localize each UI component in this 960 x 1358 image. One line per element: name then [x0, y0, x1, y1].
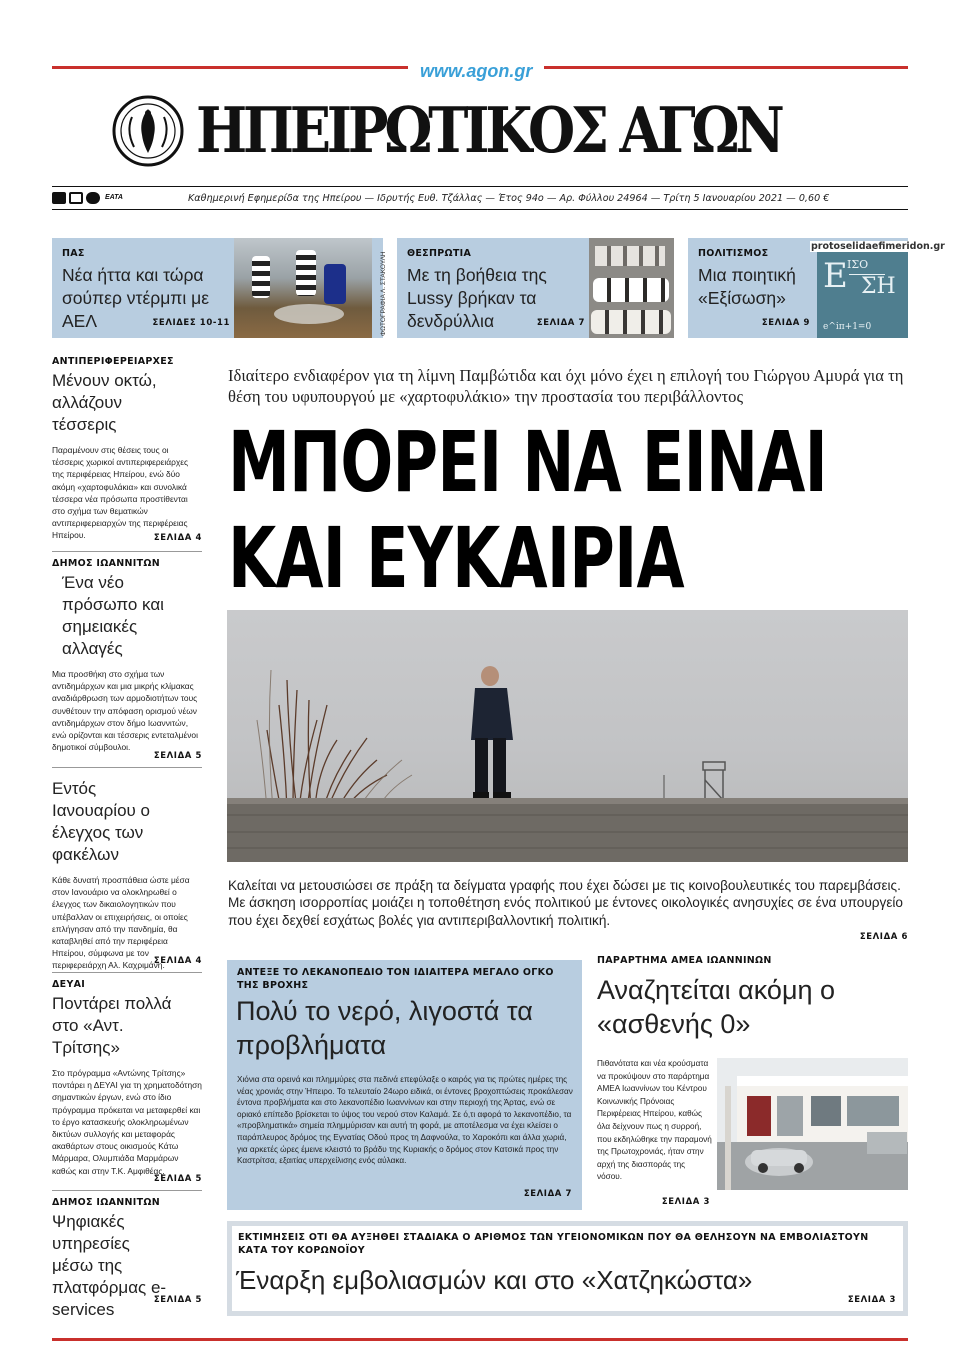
main-page[interactable]: ΣΕΛΙΔΑ 6 [859, 932, 908, 942]
sidebar-page[interactable]: ΣΕΛΙΔΑ 5 [153, 1174, 202, 1184]
sidebar [52, 356, 202, 1319]
sidebar-item[interactable] [52, 356, 202, 552]
sidebar-body: Μια προσθήκη στο σχήμα των αντιδημάρχων και μια μικρής κλίμακας αναδιάρθρωση των αρμοδιοτήτων τους συνθέτουν την απόφαση ορισμού νέων αντιδημάρχων στον δήμο Ιωαννιτών, ενώ ορίζονται και τέσσερις εντεταλμένοι δημοτικοί σύμβουλοι. [52, 669, 198, 753]
masthead-rule-bottom [52, 209, 908, 210]
teaser-page[interactable]: ΣΕΛΙΔΕΣ 10-11 [152, 318, 230, 328]
sidebar-item[interactable] [52, 1191, 202, 1319]
sidebar-headline[interactable]: Μένουν οκτώ, αλλάζουν τέσσερις [52, 371, 157, 434]
main-headline[interactable] [228, 414, 918, 606]
sidebar-item[interactable] [52, 768, 202, 973]
sidebar-body: Στο πρόγραμμα «Αντώνης Τρίτσης» ποντάρει η ΔΕΥΑΙ για τη χρηματοδότηση σημαντικών έργων, ενώ στο ίδιο πρόγραμμα πρόκειται να μεταφερθεί και το έργο κατασκευής ολοκληρωμένων δικτύων συλλογής και μεταφοράς ακαθάρτων στους οικισμούς Κάτω Μάρμαρα, Ολυμπιάδα Μαρμάρων καθώς και στην Τ.Κ. Αμφιθέας. [52, 1068, 202, 1176]
amea-body: Πιθανότατα και νέα κρούσματα να προκύψουν στο παράρτημα ΑΜΕΑ Ιωαννίνων του Κέντρου Κοινωνικής Πρόνοιας Περιφέρειας Ηπείρου, καθώς όλα δείχνουν πως η συρροή, που εκδηλώθηκε την παραμονή της Πρωτοχρονιάς, ήταν στην αρχή της διασποράς της νόσου. [597, 1059, 712, 1182]
badge-icon [86, 192, 100, 204]
water-kicker: ΑΝΤΕΞΕ ΤΟ ΛΕΚΑΝΟΠΕΔΙΟ ΤΟΝ ΙΔΙΑΙΤΕΡΑ ΜΕΓΑΛΟ ΟΓΚΟ ΤΗΣ ΒΡΟΧΗΣ [237, 967, 554, 991]
water-body: Χιόνια στα ορεινά και πλημμύρες στα πεδινά επεφύλαξε ο καιρός για τις πρώτες ημέρες της νέας χρονιάς στην Ήπειρο. Το τελευταίο 24ωρο ειδικά, οι έντονες βροχοπτώσεις προκάλεσαν έντονα προβλήματα και στο λεκανοπέδιο Ιωαννίνων και στην περιοχή της Άρτας, ενώ σε οριακό επίπεδο βρίσκεται το ύψος του νερού στον Καλαμά. Σε ό,τι αφορά το λεκανοπέδιο, τα «προβληματικά» σημεία πλημμύρισαν και αυτή τη φορά, με αποτέλεσμα να έχει κλείσει ο παράπλευρος δρόμος της Εγνατίας Οδού προς τη Δαφνούλα, το Χαροκόπι και άλλα χωριά, για αρκετές ώρες έμεινε κλειστό το βράδυ της Κυριακής ο δρόμος στον Κατσικά προς την Καστρίτσα, εξαιτίας υπερχείλισης ενός αύλακα. [237, 1075, 573, 1166]
masthead-info: Καθημερινή Εφημερίδα της Ηπείρου — Ιδρυτής Ευθ. Τζάλλας — Έτος 94ο — Αρ. Φύλλου 24964 — Τρίτη 5 Ιανουαρίου 2021 — 0,60 € [188, 193, 830, 204]
newspaper-logo [112, 95, 184, 167]
main-headline-line: ΜΠΟΡΕΙ ΝΑ ΕΙΝΑΙ [228, 413, 828, 511]
vaccine-kicker: ΕΚΤΙΜΗΣΕΙΣ ΟΤΙ ΘΑ ΑΥΞΗΘΕΙ ΣΤΑΔΙΑΚΑ Ο ΑΡΙΘΜΟΣ ΤΩΝ ΥΓΕΙΟΝΟΜΙΚΩΝ ΠΟΥ ΘΑ ΘΕΛΗΣΟΥΝ ΝΑ ΕΜΒΟΛΙΑΣΤΟΥΝ ΚΑΤΑ ΤΟΥ ΚΟΡΩΝΟΪΟΥ [238, 1232, 869, 1256]
teaser-kicker: ΘΕΣΠΡΩΤΙΑ [407, 248, 472, 259]
vaccine-headline[interactable]: Έναρξη εμβολιασμών και στο «Χατζηκώστα» [236, 1265, 753, 1295]
sidebar-headline[interactable]: Ένα νέο πρόσωπο και σημειακές αλλαγές [62, 573, 164, 658]
teaser-page[interactable]: ΣΕΛΙΔΑ 7 [536, 318, 585, 328]
amea-page[interactable]: ΣΕΛΙΔΑ 3 [661, 1197, 710, 1207]
sidebar-item[interactable] [52, 973, 202, 1191]
sidebar-page[interactable]: ΣΕΛΙΔΑ 4 [153, 533, 202, 543]
teaser-headline[interactable]: Με τη βοήθεια της Lussy βρήκαν τα δενδρύλλια [407, 265, 547, 331]
seedlings-photo [589, 238, 674, 338]
teaser-kicker: ΠΟΛΙΤΙΣΜΟΣ [698, 248, 769, 259]
lake-fog-scene [227, 610, 908, 862]
sidebar-item[interactable] [52, 552, 202, 768]
sidebar-headline[interactable]: Ψηφιακές υπηρεσίες μέσω της πλατφόρμας e-services [52, 1212, 167, 1319]
teaser-page[interactable]: ΣΕΛΙΔΑ 9 [761, 318, 810, 328]
art-letter: Ε [823, 256, 848, 296]
art-letter: ΣΗ [861, 274, 896, 299]
main-subhead: Ιδιαίτερο ενδιαφέρον για τη λίμνη Παμβώτιδα και όχι μόνο έχει η επιλογή του Γιώργου Αμυρά για τη θέση του υφυπουργού με «χαρτοφυλάκιο» την προστασία του περιβάλλοντος [228, 366, 904, 406]
eata-badge: ΕΑΤΑ [105, 194, 123, 201]
equation-art [817, 252, 908, 338]
amea-headline[interactable]: Αναζητείται ακόμη ο «ασθενής 0» [597, 975, 836, 1039]
sidebar-body: Κάθε δυνατή προσπάθεια ώστε μέσα στον Ιανουάριο να ολοκληρωθεί ο έλεγχος των δικαιολογητικών που υπέβαλλαν οι επιχειρήσεις, οι οποίες επλήγησαν από την πανδημία, θα καταβληθεί από την περιφέρεια Ηπείρου, σύμφωνα με τον περιφερειάρχη Αλ. Καχριμάνη. [52, 875, 190, 971]
site-url[interactable]: www.agon.gr [408, 61, 544, 82]
teaser-headline[interactable]: Μια ποιητική «Εξίσωση» [698, 265, 796, 308]
teaser-headline[interactable]: Νέα ήττα και τώρα σούπερ ντέρμπι με ΑΕΛ [62, 265, 210, 331]
sidebar-kicker: ΔΗΜΟΣ ΙΩΑΝΝΙΤΩΝ [52, 558, 161, 569]
masthead-rule [52, 186, 908, 187]
art-formula: e^iπ+1=0 [823, 322, 872, 332]
sidebar-kicker: ΔΗΜΟΣ ΙΩΑΝΝΙΤΩΝ [52, 1197, 161, 1208]
badge-icon [69, 192, 83, 204]
amea-photo [717, 1058, 908, 1190]
bottom-rule [52, 1338, 908, 1341]
watermark: protoselidaefimeridon.gr [811, 241, 945, 252]
main-photo [227, 610, 908, 862]
newspaper-title: ΗΠΕΙΡΩΤΙΚΟΣ ΑΓΩΝ [196, 93, 781, 167]
main-headline-line: ΚΑΙ ΕΥΚΑΙΡΙΑ [228, 509, 684, 607]
sidebar-headline[interactable]: Ποντάρει πολλά στο «Αντ. Τρίτσης» [52, 994, 172, 1057]
badge-icon [52, 192, 66, 204]
sidebar-kicker: ΑΝΤΙΠΕΡΙΦΕΡΕΙΑΡΧΕΣ [52, 356, 174, 367]
art-letter: ΙΣΟ [847, 258, 869, 271]
vaccine-page[interactable]: ΣΕΛΙΔΑ 3 [847, 1295, 896, 1305]
masthead-badges [52, 192, 123, 204]
sidebar-body: Παραμένουν στις θέσεις τους οι τέσσερις χωρικοί αντιπεριφερειάρχες της περιφέρειας Ηπείρου, ενώ δύο ακόμη «χαρτοφυλάκια» και συνολικά τέσσερα νέα πρόσωπα προστίθενται στο σχήμα των θεματικών αντιπεριφερειαρχών της περιφέρειας Ηπείρου. [52, 445, 188, 541]
seal-icon [112, 95, 184, 167]
teaser-kicker: ΠΑΣ [62, 248, 85, 259]
sidebar-page[interactable]: ΣΕΛΙΔΑ 5 [153, 751, 202, 761]
sidebar-page[interactable]: ΣΕΛΙΔΑ 5 [153, 1295, 202, 1305]
football-photo [234, 238, 372, 338]
main-caption: Καλείται να μετουσιώσει σε πράξη τα δείγματα γραφής που έχει δώσει με τις κοινοβουλευτικές του παρεμβάσεις. Με άσκηση ισορροπίας μοιάζει η τοποθέτηση ενός πολιτικού με έντονες οικολογικές ανησυχίες σε ένα υπουργείο που έχει δεχθεί εσχάτως βολές για αντιπεριβαλλοντική πολιτική. [228, 878, 903, 928]
water-headline[interactable]: Πολύ το νερό, λιγοστά τα προβλήματα [236, 996, 533, 1060]
amea-kicker: ΠΑΡΑΡΤΗΜΑ ΑΜΕΑ ΙΩΑΝΝΙΝΩΝ [597, 955, 772, 966]
photo-credit: ΦΩΤΟΓΡΑΦΙΑ Λ. ΣΤΑΚΟΥΛΗ [380, 251, 387, 336]
building-scene [717, 1058, 908, 1190]
sidebar-page[interactable]: ΣΕΛΙΔΑ 4 [153, 956, 202, 966]
sidebar-headline[interactable]: Εντός Ιανουαρίου ο έλεγχος των φακέλων [52, 779, 151, 864]
water-page[interactable]: ΣΕΛΙΔΑ 7 [523, 1189, 572, 1199]
sidebar-kicker: ΔΕΥΑΙ [52, 979, 86, 990]
